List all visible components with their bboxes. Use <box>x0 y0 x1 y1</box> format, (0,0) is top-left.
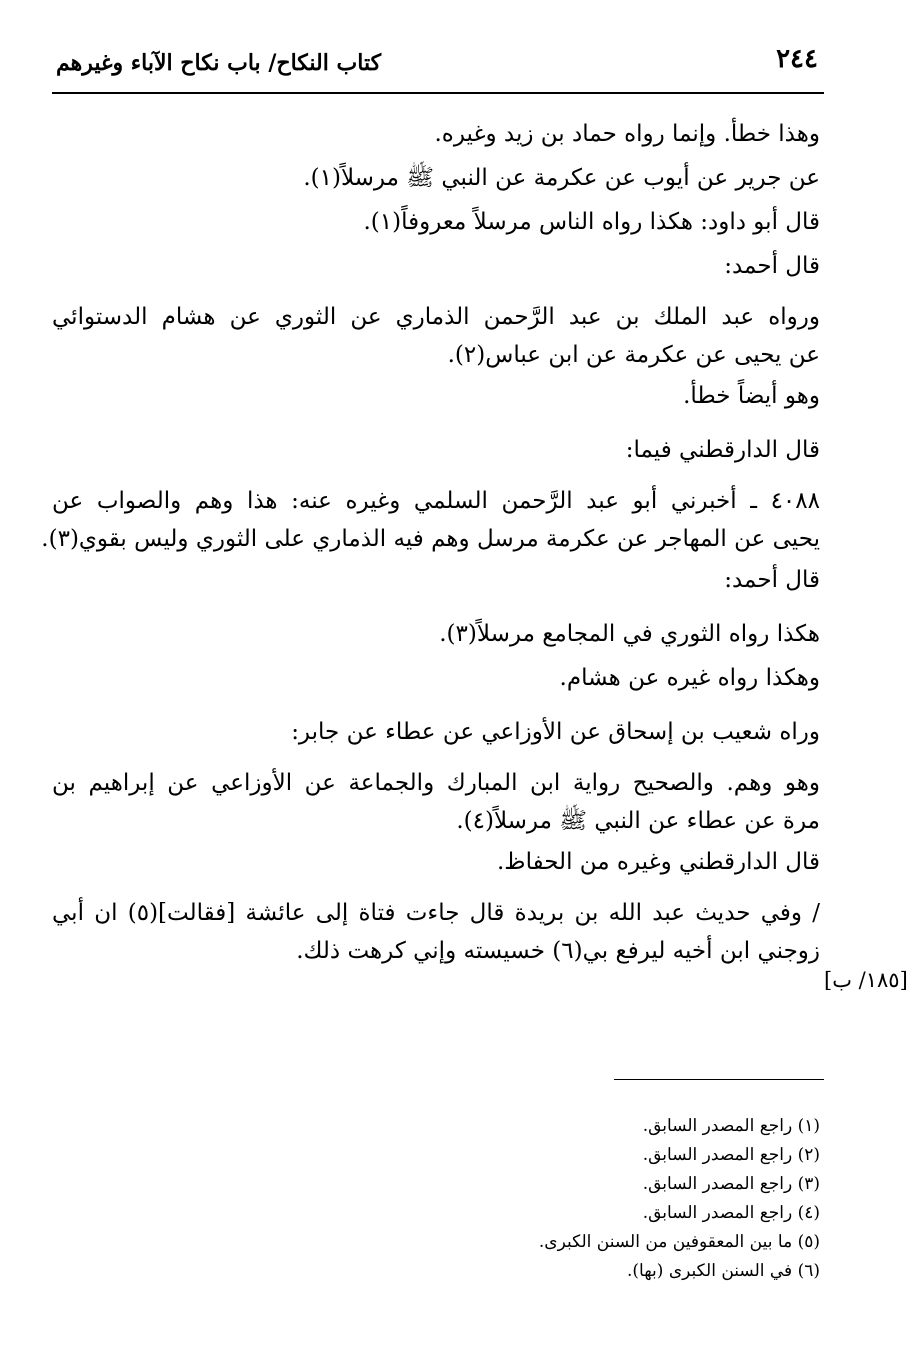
text-line: ٤٠٨٨ ـ أخبرني أبو عبد الرَّحمن السلمي وغيره عنه: هذا وهم والصواب عن <box>52 488 820 514</box>
text-line: قال أبو داود: هكذا رواه الناس مرسلاً معروفاً(١). <box>363 209 820 235</box>
text-line: وراه شعيب بن إسحاق عن الأوزاعي عن عطاء عن جابر: <box>291 719 820 745</box>
text-line: ورواه عبد الملك بن عبد الرَّحمن الذماري عن الثوري عن هشام الدستوائي <box>52 304 820 330</box>
text-line: / وفي حديث عبد الله بن بريدة قال جاءت فتاة إلى عائشة [فقالت](٥) ان أبي <box>52 900 821 926</box>
footnote: (١) راجع المصدر السابق. <box>642 1116 820 1136</box>
text-line: عن يحيى عن عكرمة عن ابن عباس(٢). <box>447 342 820 368</box>
main-text <box>41 112 821 970</box>
page-header <box>52 40 824 94</box>
footnote: (٢) راجع المصدر السابق. <box>642 1145 820 1165</box>
footnote: (٥) ما بين المعقوفين من السنن الكبرى. <box>538 1232 820 1252</box>
footnote: (٤) راجع المصدر السابق. <box>642 1203 820 1223</box>
footnote-separator <box>614 1079 824 1080</box>
text-line: وهو وهم. والصحيح رواية ابن المبارك والجماعة عن الأوزاعي عن إبراهيم بن <box>52 770 820 796</box>
text-line: مرة عن عطاء عن النبي ﷺ مرسلاً(٤). <box>456 808 820 834</box>
footnote: (٣) راجع المصدر السابق. <box>642 1174 820 1194</box>
text-line: وهذا خطأ. وإنما رواه حماد بن زيد وغيره. <box>434 121 820 147</box>
running-title: كتاب النكاح/ باب نكاح الآباء وغيرهم <box>56 50 382 76</box>
page-number: ٢٤٤ <box>776 44 818 74</box>
text-line: هكذا رواه الثوري في المجامع مرسلاً(٣). <box>439 621 820 647</box>
text-line: يحيى عن المهاجر عن عكرمة مرسل وهم فيه الذماري على الثوري وليس بقوي(٣). <box>41 526 820 552</box>
text-line: وهو أيضاً خطأ. <box>683 383 820 409</box>
text-line: وهكذا رواه غيره عن هشام. <box>559 665 820 691</box>
text-line: قال الدارقطني فيما: <box>625 437 820 463</box>
text-line: زوجني ابن أخيه ليرفع بي(٦) خسيسته وإني كرهت ذلك. <box>296 938 820 964</box>
text-line: قال أحمد: <box>724 567 820 593</box>
footnotes <box>300 1112 820 1286</box>
folio-margin-note: [١٨٥/ ب] <box>824 968 908 992</box>
text-line: قال الدارقطني وغيره من الحفاظ. <box>496 849 820 875</box>
text-line: قال أحمد: <box>724 253 820 279</box>
footnote: (٦) في السنن الكبرى (بها). <box>627 1261 820 1281</box>
text-line: عن جرير عن أيوب عن عكرمة عن النبي ﷺ مرسلاً(١). <box>303 165 820 191</box>
